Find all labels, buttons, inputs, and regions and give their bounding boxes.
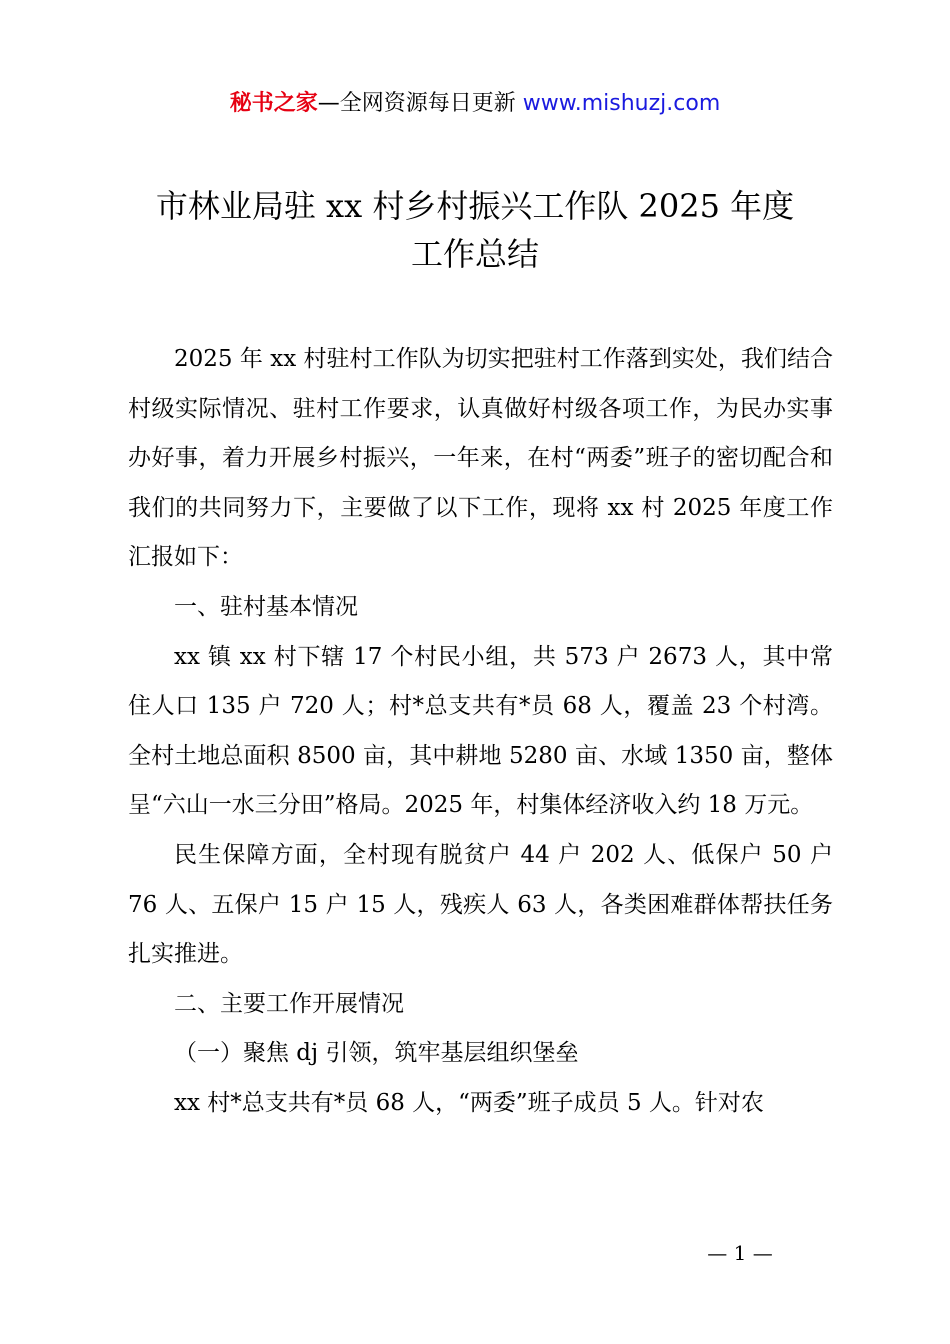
- site-url-link[interactable]: www.mishuzj.com: [522, 91, 721, 116]
- section-heading-2: 二、主要工作开展情况: [174, 990, 404, 1017]
- party-branch-paragraph: xx 村*总支共有*员 68 人，“两委”班子成员 5 人。针对农: [174, 1089, 764, 1116]
- basic-info-paragraph: xx 镇 xx 村下辖 17 个村民小组，共 573 户 2673 人，其中常住人口 135 户 720 人；村*总支共有*员 68 人，覆盖 23 个村湾。全村土地总面积 8500 亩，其中耕地 5280 亩、水域 1350 亩，整体呈“六山一水三分田”格局。2025 年，村集体经济收入约 18 万元。: [128, 643, 833, 819]
- page-number: — 1 —: [707, 1241, 773, 1265]
- document-body: [128, 335, 833, 1129]
- intro-paragraph: 2025 年 xx 村驻村工作队为切实把驻村工作落到实处，我们结合村级实际情况、驻村工作要求，认真做好村级各项工作，为民办实事办好事，着力开展乡村振兴，一年来，在村“两委”班子的密切配合和我们的共同努力下，主要做了以下工作，现将 xx 村 2025 年度工作汇报如下：: [128, 346, 833, 571]
- section-heading-1: 一、驻村基本情况: [174, 593, 358, 620]
- title-line-1: 市林业局驻 xx 村乡村振兴工作队 2025 年度: [155, 187, 795, 225]
- livelihood-paragraph: 民生保障方面，全村现有脱贫户 44 户 202 人、低保户 50 户 76 人、五保户 15 户 15 人，残疾人 63 人，各类困难群体帮扶任务扎实推进。: [128, 841, 833, 968]
- title-line-2: 工作总结: [410, 235, 539, 273]
- subsection-heading-1: （一）聚焦 dj 引领，筑牢基层组织堡垒: [174, 1040, 579, 1067]
- header-slogan: —全网资源每日更新: [317, 91, 523, 116]
- document-title: [110, 182, 840, 278]
- site-header: [0, 88, 950, 120]
- brand-name: 秘书之家: [229, 91, 318, 116]
